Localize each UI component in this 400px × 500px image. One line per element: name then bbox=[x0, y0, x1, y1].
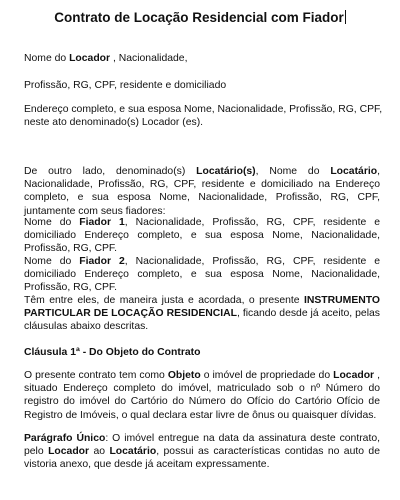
locador-line-1 bbox=[24, 52, 380, 65]
locador-line-2: Profissão, RG, CPF, residente e domiciliado bbox=[24, 80, 227, 91]
clausula-1-heading bbox=[24, 346, 380, 359]
paragrafo-text: ao bbox=[89, 446, 110, 458]
clausula-text: o imóvel de propriedade do bbox=[200, 370, 334, 381]
paragrafo-unico-paragraph bbox=[24, 432, 380, 472]
paragrafo-text: : O imóvel entregue na data da assinatura deste contrato, pelo bbox=[24, 433, 381, 458]
locador-bold: Locador bbox=[69, 53, 111, 64]
intro-paragraph bbox=[24, 294, 380, 334]
title-text: Contrato de Locação Residencial com Fiador bbox=[54, 10, 344, 25]
locatario-bold: Locatário(s) bbox=[196, 166, 256, 177]
clausula-text: O presente contrato tem como bbox=[24, 370, 168, 381]
fiador-text: Nome do bbox=[24, 256, 80, 267]
document-title bbox=[0, 10, 400, 25]
locador-line-4: neste ato denominado(s) Locador (es). bbox=[24, 117, 204, 128]
locatario-bold: Locatário bbox=[330, 166, 378, 177]
clausula-1-paragraph bbox=[24, 369, 380, 422]
fiador-text: , Nacionalidade, Profissão, RG, CPF, residente e domiciliado Endereço completo, e sua esposa Nome, Nacionalidade, Profissão, RG, CPF. bbox=[24, 217, 380, 255]
clausula-bold: Objeto bbox=[167, 370, 201, 381]
fiador-1-paragraph bbox=[24, 216, 380, 256]
paragrafo-bold: Parágrafo Único bbox=[24, 433, 106, 444]
locador-line-3: Endereço completo, e sua esposa Nome, Nacionalidade, Profissão, RG, CPF, bbox=[24, 104, 383, 115]
clausula-heading-text: Cláusula 1ª - Do Objeto do Contrato bbox=[24, 347, 201, 358]
fiador-text: Nome do bbox=[24, 217, 80, 228]
locatario-text: De outro lado, denominado(s) bbox=[24, 166, 197, 177]
paragrafo-text: , possui as características contidas no auto de vistoria anexo, que desde já aceitam expressamente. bbox=[24, 446, 380, 471]
paragrafo-bold: Locador bbox=[48, 446, 90, 458]
locatario-text: , Nacionalidade, Profissão, RG, CPF, residente e domiciliado na Endereço completo, e sua esposa Nome, Nacionalidade, Profissão, RG, CPF, juntamente com seus fiadores: bbox=[24, 166, 380, 217]
clausula-text: , situado Endereço completo do imóvel, matriculado sob o nº Número do registro do imóvel do Cartório do Número do Ofício do Cartório Ofício de Registro de Imóveis, o qual declara estar livre de ônus ou quaisquer dívidas. bbox=[24, 370, 380, 421]
locador-text: , Nacionalidade, bbox=[110, 53, 188, 64]
locatario-text: , Nome do bbox=[255, 166, 331, 177]
clausula-bold: Locador bbox=[333, 370, 375, 381]
intro-bold: INSTRUMENTO PARTICULAR DE LOCAÇÃO RESIDENCIAL bbox=[24, 295, 380, 320]
paragrafo-bold: Locatário bbox=[109, 446, 157, 458]
intro-text: Têm entre eles, de maneira justa e acordada, o presente bbox=[24, 295, 304, 306]
text-cursor bbox=[345, 10, 346, 24]
intro-text: , ficando desde já aceito, pelas cláusulas abaixo descritas. bbox=[24, 308, 380, 333]
locatario-paragraph bbox=[24, 165, 380, 218]
fiador-bold: Fiador 1 bbox=[79, 217, 125, 228]
fiador-2-paragraph bbox=[24, 255, 380, 295]
fiador-bold: Fiador 2 bbox=[79, 256, 125, 267]
fiador-text: , Nacionalidade, Profissão, RG, CPF, residente e domiciliado Endereço completo, e sua esposa Nome, Nacionalidade, Profissão, RG, CPF. bbox=[24, 256, 380, 294]
locador-text: Nome do bbox=[24, 53, 70, 64]
